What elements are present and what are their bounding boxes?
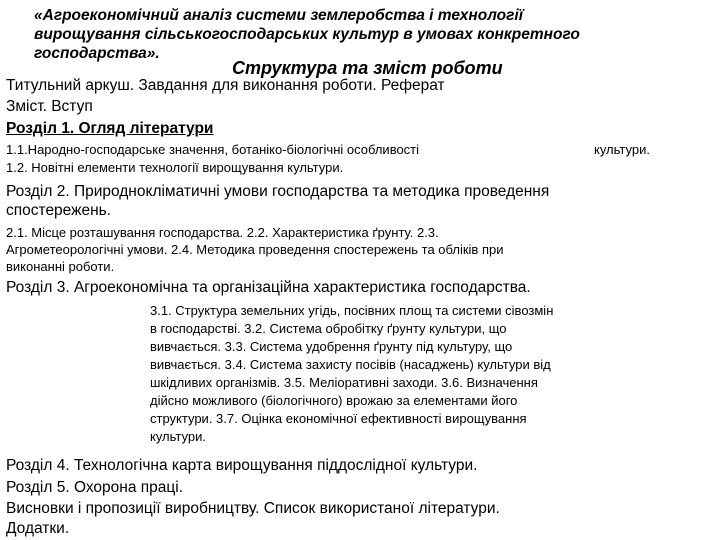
intro-line: Титульний аркуш. Завдання для виконання роботи. Реферат (6, 77, 445, 94)
section3-items-line: дійсно можливого (біологічного) врожаю за елементами його (150, 393, 518, 408)
contents-line: Зміст. Вступ (6, 98, 93, 115)
section2-items-line: 2.1. Місце розташування господарства. 2.2. Характеристика ґрунту. 2.3. (6, 225, 439, 240)
section3-items-line: вивчається. 3.3. Система удобрення ґрунту під культуру, що (150, 339, 513, 354)
section3-items-line: в господарстві. 3.2. Система обробітку ґрунту культури, що (150, 321, 507, 336)
section4-heading: Розділ 4. Технологічна карта вирощування піддослідної культури. (6, 457, 478, 474)
section3-items-line: культури. (150, 429, 206, 444)
conclusions-line: Висновки і пропозиції виробництву. Список використаної літератури. (6, 500, 500, 517)
section5-heading: Розділ 5. Охорона праці. (6, 479, 184, 496)
section3-heading: Розділ 3. Агроекономічна та організаційна характеристика господарства. (6, 279, 531, 296)
section3-items (150, 302, 553, 446)
section1-heading: Розділ 1. Огляд літератури (6, 120, 214, 137)
section3-items-line: вивчається. 3.4. Система захисту посівів (насаджень) культури від (150, 357, 551, 372)
section1-item1-end: культури. (594, 142, 650, 157)
section1-item2: 1.2. Новітні елементи технології вирощування культури. (6, 160, 344, 175)
section2-items-line: Агрометеорологічні умови. 2.4. Методика проведення спостережень та обліків при (6, 242, 504, 257)
title-line: вирощування сільськогосподарських культур в умовах конкретного (34, 26, 580, 43)
section3-items-line: структури. 3.7. Оцінка економічної ефективності вирощування (150, 411, 527, 426)
section2-heading (6, 182, 549, 220)
section2-items-line: виконанні роботи. (6, 259, 115, 274)
section1-item1: 1.1.Народно-господарське значення, ботаніко-біологічні особливості (6, 142, 420, 157)
section3-items-line: 3.1. Структура земельних угідь, посівних площ та системи сівозмін (150, 303, 554, 318)
section2-heading-line: Розділ 2. Природнокліматичні умови господарства та методика проведення (6, 183, 550, 200)
title-line: господарства». (34, 45, 160, 62)
appendix-line: Додатки. (6, 520, 70, 537)
section2-items (6, 224, 503, 275)
document-title (34, 6, 694, 63)
section2-heading-line: спостережень. (6, 202, 112, 219)
title-line: «Агроекономічний аналіз системи землеробства і технології (34, 7, 524, 24)
section3-items-line: шкідливих організмів. 3.5. Меліоративні заходи. 3.6. Визначення (150, 375, 538, 390)
structure-heading: Структура та зміст роботи (232, 58, 503, 78)
